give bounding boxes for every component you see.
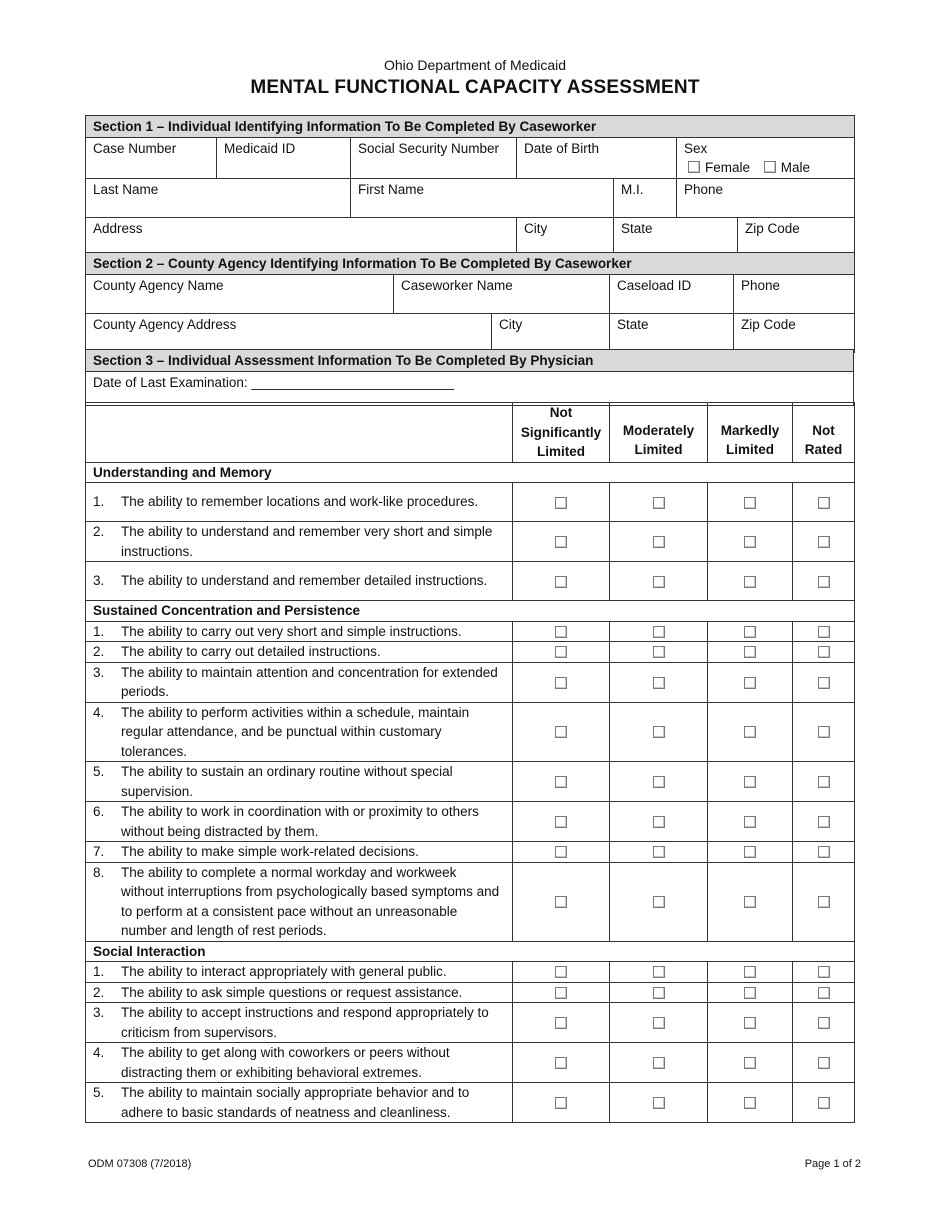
first-name-field[interactable] (351, 179, 614, 218)
sex-label: Sex (684, 141, 708, 156)
assessment-table (85, 402, 855, 1123)
checkbox-not-significantly-limited[interactable] (555, 536, 567, 548)
checkbox-moderately-limited[interactable] (653, 1017, 665, 1029)
caseworker-name-label: Caseworker Name (401, 278, 513, 293)
table-row: 5. The ability to sustain an ordinary routine without special supervision. (86, 762, 855, 802)
section-2-heading: Section 2 – County Agency Identifying Information To Be Completed By Caseworker (86, 253, 855, 275)
dob-field[interactable] (517, 138, 677, 179)
checkbox-not-rated[interactable] (818, 1057, 830, 1069)
last-name-field[interactable] (86, 179, 351, 218)
zip-field[interactable] (738, 218, 855, 257)
checkbox-not-rated[interactable] (818, 1097, 830, 1109)
table-row: 1. The ability to remember locations and work-like procedures. (86, 483, 855, 522)
agency-phone-field[interactable] (734, 275, 855, 314)
section-3-table (85, 349, 854, 406)
checkbox-markedly-limited[interactable] (744, 987, 756, 999)
county-agency-address-field[interactable] (86, 314, 492, 353)
checkbox-markedly-limited[interactable] (744, 1057, 756, 1069)
mi-label: M.I. (621, 182, 644, 197)
checkbox-markedly-limited[interactable] (744, 726, 756, 738)
checkbox-markedly-limited[interactable] (744, 816, 756, 828)
checkbox-moderately-limited[interactable] (653, 726, 665, 738)
phone-field[interactable] (677, 179, 855, 218)
phone-label: Phone (684, 182, 724, 197)
table-row: 2. The ability to understand and remember very short and simple instructions. (86, 522, 855, 562)
agency-phone-label: Phone (741, 278, 781, 293)
checkbox-not-rated[interactable] (818, 846, 830, 858)
male-checkbox[interactable] (764, 161, 776, 173)
checkbox-markedly-limited[interactable] (744, 536, 756, 548)
caseload-id-label: Caseload ID (617, 278, 692, 293)
checkbox-not-significantly-limited[interactable] (555, 896, 567, 908)
table-row: 7. The ability to make simple work-related decisions. (86, 842, 855, 863)
table-row: 3. The ability to understand and remember detailed instructions. (86, 562, 855, 601)
checkbox-not-significantly-limited[interactable] (555, 1097, 567, 1109)
checkbox-moderately-limited[interactable] (653, 816, 665, 828)
county-agency-name-field[interactable] (86, 275, 394, 314)
female-label: Female (705, 160, 751, 175)
table-row: 4. The ability to get along with coworkers or peers without distracting them or exhibiting behavioral extremes. (86, 1043, 855, 1083)
checkbox-markedly-limited[interactable] (744, 497, 756, 509)
table-row: 1. The ability to carry out very short and simple instructions. (86, 621, 855, 642)
checkbox-markedly-limited[interactable] (744, 576, 756, 588)
checkbox-not-rated[interactable] (818, 536, 830, 548)
checkbox-not-significantly-limited[interactable] (555, 726, 567, 738)
checkbox-moderately-limited[interactable] (653, 776, 665, 788)
form-id: ODM 07308 (7/2018) (88, 1158, 192, 1170)
agency-zip-field[interactable] (734, 314, 855, 353)
form-title: MENTAL FUNCTIONAL CAPACITY ASSESSMENT (250, 77, 700, 98)
caseworker-name-field[interactable] (394, 275, 610, 314)
checkbox-not-rated[interactable] (818, 626, 830, 638)
table-row: 2. The ability to carry out detailed instructions. (86, 642, 855, 663)
agency-state-label: State (617, 317, 649, 332)
section-2-table (85, 252, 855, 353)
table-row: 3. The ability to accept instructions and respond appropriately to criticism from supervisors. (86, 1003, 855, 1043)
checkbox-not-rated[interactable] (818, 677, 830, 689)
agency-city-field[interactable] (492, 314, 610, 353)
checkbox-moderately-limited[interactable] (653, 1057, 665, 1069)
column-header-row (86, 403, 855, 463)
agency-name: Ohio Department of Medicaid (383, 57, 567, 73)
category-understanding-memory: Understanding and Memory (86, 462, 855, 483)
checkbox-markedly-limited[interactable] (744, 1097, 756, 1109)
sex-field (677, 138, 855, 179)
checkbox-not-significantly-limited[interactable] (555, 576, 567, 588)
city-label: City (524, 221, 548, 236)
first-name-label: First Name (358, 182, 425, 197)
ssn-label: Social Security Number (358, 141, 500, 156)
case-number-label: Case Number (93, 141, 177, 156)
table-row: 4. The ability to perform activities within a schedule, maintain regular attendance, and be punctual within customary tolerances. (86, 702, 855, 762)
section-1-heading: Section 1 – Individual Identifying Information To Be Completed By Caseworker (86, 116, 855, 138)
col-not-significantly-limited: Not Significantly Limited (513, 403, 610, 463)
checkbox-markedly-limited[interactable] (744, 846, 756, 858)
checkbox-moderately-limited[interactable] (653, 497, 665, 509)
checkbox-moderately-limited[interactable] (653, 987, 665, 999)
state-label: State (621, 221, 653, 236)
checkbox-moderately-limited[interactable] (653, 1097, 665, 1109)
checkbox-not-significantly-limited[interactable] (555, 1057, 567, 1069)
county-agency-name-label: County Agency Name (93, 278, 224, 293)
table-row: 6. The ability to work in coordination with or proximity to others without being distracted by them. (86, 802, 855, 842)
checkbox-not-rated[interactable] (818, 497, 830, 509)
city-field[interactable] (517, 218, 614, 257)
checkbox-markedly-limited[interactable] (744, 646, 756, 658)
checkbox-not-significantly-limited[interactable] (555, 846, 567, 858)
page-number: Page 1 of 2 (804, 1158, 861, 1170)
checkbox-not-significantly-limited[interactable] (555, 677, 567, 689)
category-social-interaction: Social Interaction (86, 941, 855, 962)
checkbox-markedly-limited[interactable] (744, 966, 756, 978)
county-agency-address-label: County Agency Address (93, 317, 237, 332)
section-1-table (85, 115, 855, 257)
last-name-label: Last Name (93, 182, 159, 197)
checkbox-moderately-limited[interactable] (653, 896, 665, 908)
agency-city-label: City (499, 317, 523, 332)
checkbox-not-significantly-limited[interactable] (555, 987, 567, 999)
female-checkbox[interactable] (688, 161, 700, 173)
table-row: 1. The ability to interact appropriately with general public. (86, 962, 855, 983)
checkbox-not-rated[interactable] (818, 1017, 830, 1029)
checkbox-not-significantly-limited[interactable] (555, 626, 567, 638)
col-moderately-limited: Moderately Limited (610, 403, 708, 463)
checkbox-moderately-limited[interactable] (653, 626, 665, 638)
checkbox-moderately-limited[interactable] (653, 576, 665, 588)
address-label: Address (93, 221, 143, 236)
checkbox-moderately-limited[interactable] (653, 846, 665, 858)
checkbox-markedly-limited[interactable] (744, 677, 756, 689)
exam-date-label: Date of Last Examination: ___________________________ (93, 375, 455, 390)
checkbox-not-rated[interactable] (818, 576, 830, 588)
checkbox-moderately-limited[interactable] (653, 677, 665, 689)
dob-label: Date of Birth (524, 141, 600, 156)
checkbox-not-rated[interactable] (818, 726, 830, 738)
category-concentration-persistence: Sustained Concentration and Persistence (86, 601, 855, 622)
checkbox-not-rated[interactable] (818, 896, 830, 908)
section-3-heading: Section 3 – Individual Assessment Information To Be Completed By Physician (86, 350, 854, 372)
table-row: 8. The ability to complete a normal workday and workweek without interruptions from psychologically based symptoms and to perform at a consistent pace without an unreasonable number and length of rest periods. (86, 862, 855, 941)
checkbox-markedly-limited[interactable] (744, 776, 756, 788)
checkbox-not-significantly-limited[interactable] (555, 816, 567, 828)
checkbox-moderately-limited[interactable] (653, 966, 665, 978)
checkbox-not-significantly-limited[interactable] (555, 776, 567, 788)
male-label: Male (780, 160, 811, 175)
col-markedly-limited: Markedly Limited (708, 403, 793, 463)
checkbox-markedly-limited[interactable] (744, 626, 756, 638)
medicaid-id-field[interactable] (217, 138, 351, 179)
checkbox-moderately-limited[interactable] (653, 646, 665, 658)
agency-zip-label: Zip Code (741, 317, 796, 332)
checkbox-not-significantly-limited[interactable] (555, 646, 567, 658)
table-row: 5. The ability to maintain socially appropriate behavior and to adhere to basic standards of neatness and cleanliness. (86, 1083, 855, 1123)
checkbox-not-significantly-limited[interactable] (555, 497, 567, 509)
checkbox-moderately-limited[interactable] (653, 536, 665, 548)
checkbox-not-rated[interactable] (818, 987, 830, 999)
checkbox-not-rated[interactable] (818, 776, 830, 788)
medicaid-id-label: Medicaid ID (224, 141, 296, 156)
checkbox-not-significantly-limited[interactable] (555, 1017, 567, 1029)
case-number-field[interactable] (86, 138, 217, 179)
checkbox-not-rated[interactable] (818, 966, 830, 978)
checkbox-markedly-limited[interactable] (744, 896, 756, 908)
mi-field[interactable] (614, 179, 677, 218)
state-field[interactable] (614, 218, 738, 257)
caseload-id-field[interactable] (610, 275, 734, 314)
checkbox-markedly-limited[interactable] (744, 1017, 756, 1029)
checkbox-not-rated[interactable] (818, 646, 830, 658)
checkbox-not-rated[interactable] (818, 816, 830, 828)
agency-state-field[interactable] (610, 314, 734, 353)
exam-date-field[interactable] (86, 372, 854, 406)
zip-label: Zip Code (745, 221, 800, 236)
table-row: 2. The ability to ask simple questions or request assistance. (86, 982, 855, 1003)
ssn-field[interactable] (351, 138, 517, 179)
checkbox-not-significantly-limited[interactable] (555, 966, 567, 978)
table-row: 3. The ability to maintain attention and concentration for extended periods. (86, 662, 855, 702)
col-not-rated: Not Rated (793, 403, 855, 463)
address-field[interactable] (86, 218, 517, 257)
